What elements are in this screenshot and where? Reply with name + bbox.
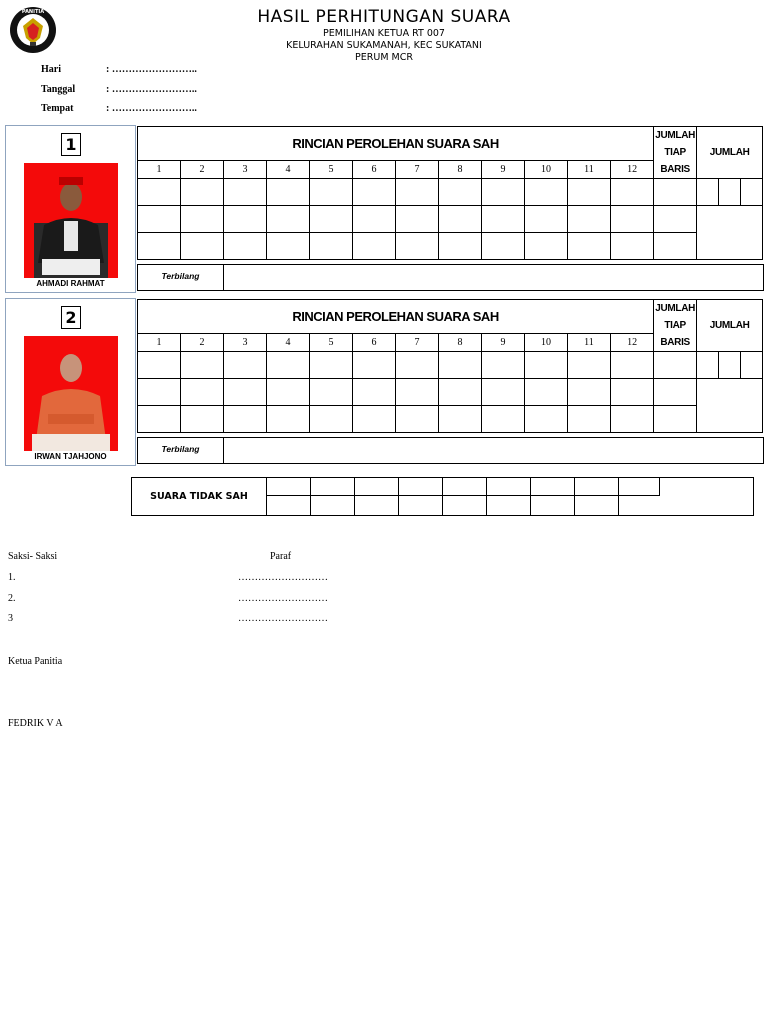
tally-cell[interactable] [224, 233, 267, 260]
tally-row [138, 233, 763, 260]
vote-tally-table-2 [137, 299, 763, 433]
candidate-card-1 [5, 125, 136, 293]
tally-cell[interactable] [181, 379, 224, 406]
tally-cell[interactable] [138, 233, 181, 260]
tally-cell[interactable] [181, 179, 224, 206]
tally-cell[interactable] [310, 206, 353, 233]
col-number: 8 [439, 333, 482, 351]
row-total-cell[interactable] [654, 406, 697, 433]
tally-cell[interactable] [138, 206, 181, 233]
invalid-cell[interactable] [399, 478, 443, 496]
tally-cell[interactable] [568, 233, 611, 260]
grand-total-cell[interactable] [697, 206, 763, 260]
tally-cell[interactable] [568, 179, 611, 206]
tally-cell[interactable] [525, 233, 568, 260]
subtitle-election: PEMILIHAN KETUA RT 007 [323, 28, 445, 39]
meta-value-place: : …………………….. [106, 103, 197, 114]
meta-value-date: : …………………….. [106, 84, 197, 95]
tally-row [138, 406, 763, 433]
col-number: 3 [224, 160, 267, 178]
tally-cell[interactable] [224, 406, 267, 433]
tally-cell[interactable] [525, 352, 568, 379]
tally-cell[interactable] [525, 406, 568, 433]
tally-cell[interactable] [138, 379, 181, 406]
witness-signature-line-3: ……………………… [238, 613, 328, 624]
tally-cell[interactable] [568, 406, 611, 433]
col-number: 1 [138, 160, 181, 178]
tally-cell[interactable] [353, 406, 396, 433]
chair-label: Ketua Panitia [8, 656, 63, 667]
tally-cell[interactable] [310, 179, 353, 206]
tally-cell[interactable] [611, 233, 654, 260]
tally-cell[interactable] [439, 233, 482, 260]
col-number: 11 [568, 333, 611, 351]
tally-cell[interactable] [138, 179, 181, 206]
meta-value-day: : …………………….. [106, 64, 197, 75]
tally-cell[interactable] [267, 179, 310, 206]
tally-heading: RINCIAN PEROLEHAN SUARA SAH [138, 300, 654, 334]
row-total-header: JUMLAH TIAP BARIS [654, 127, 697, 179]
row-total-cell[interactable] [654, 233, 697, 260]
tally-cell[interactable] [267, 406, 310, 433]
tally-cell[interactable] [396, 379, 439, 406]
tally-cell[interactable] [181, 352, 224, 379]
col-number: 4 [267, 160, 310, 178]
total-digit-cell[interactable] [697, 352, 719, 379]
meta-label-day: Hari [41, 64, 61, 75]
tally-cell[interactable] [353, 206, 396, 233]
tally-cell[interactable] [224, 352, 267, 379]
witness-number-3: 3 [8, 613, 13, 624]
tally-row [138, 352, 763, 379]
tally-cell[interactable] [439, 379, 482, 406]
candidate-number-2: 2 [61, 306, 81, 329]
row-total-cell[interactable] [654, 352, 697, 379]
invalid-cell[interactable] [311, 496, 355, 515]
invalid-cell[interactable] [575, 496, 619, 515]
col-number: 3 [224, 333, 267, 351]
row-total-cell[interactable] [654, 179, 697, 206]
tally-cell[interactable] [224, 379, 267, 406]
col-number: 5 [310, 160, 353, 178]
tally-cell[interactable] [525, 179, 568, 206]
paraf-heading: Paraf [270, 551, 292, 562]
col-number: 7 [396, 160, 439, 178]
col-number: 10 [525, 333, 568, 351]
tally-cell[interactable] [310, 406, 353, 433]
tally-cell[interactable] [396, 406, 439, 433]
witness-signature-line-1: ……………………… [238, 572, 328, 583]
invalid-cell[interactable] [531, 478, 575, 496]
tally-cell[interactable] [267, 233, 310, 260]
meta-label-place: Tempat [41, 103, 74, 114]
meta-label-date: Tanggal [41, 84, 76, 95]
tally-cell[interactable] [267, 379, 310, 406]
grand-total-cell[interactable] [697, 379, 763, 433]
tally-cell[interactable] [482, 406, 525, 433]
tally-cell[interactable] [439, 352, 482, 379]
tally-cell[interactable] [611, 206, 654, 233]
tally-cell[interactable] [310, 233, 353, 260]
col-number: 8 [439, 160, 482, 178]
tally-row [138, 179, 763, 206]
col-number: 12 [611, 333, 654, 351]
invalid-cell[interactable] [355, 478, 399, 496]
invalid-cell[interactable] [443, 478, 487, 496]
tally-cell[interactable] [224, 179, 267, 206]
invalid-cell[interactable] [619, 478, 660, 496]
col-number: 11 [568, 160, 611, 178]
col-number: 12 [611, 160, 654, 178]
candidate-photo-2 [24, 336, 118, 451]
tally-cell[interactable] [525, 206, 568, 233]
col-number: 7 [396, 333, 439, 351]
witness-number-2: 2. [8, 593, 16, 604]
tally-cell[interactable] [396, 179, 439, 206]
candidate-card-2 [5, 298, 136, 466]
invalid-cell[interactable] [443, 496, 487, 515]
total-digit-cell[interactable] [719, 179, 741, 206]
invalid-cell[interactable] [575, 478, 619, 496]
tally-cell[interactable] [482, 206, 525, 233]
invalid-cell[interactable] [311, 478, 355, 496]
tally-cell[interactable] [224, 206, 267, 233]
candidate-photo-1 [24, 163, 118, 278]
tally-cell[interactable] [439, 406, 482, 433]
tally-heading: RINCIAN PEROLEHAN SUARA SAH [138, 127, 654, 161]
tally-cell[interactable] [396, 233, 439, 260]
invalid-cell[interactable] [399, 496, 443, 515]
tally-cell[interactable] [611, 179, 654, 206]
col-number: 2 [181, 160, 224, 178]
invalid-votes-box [131, 477, 754, 516]
col-number: 2 [181, 333, 224, 351]
tally-cell[interactable] [353, 379, 396, 406]
tally-cell[interactable] [353, 352, 396, 379]
tally-cell[interactable] [482, 352, 525, 379]
grand-total-header: JUMLAH [697, 127, 763, 179]
tally-cell[interactable] [396, 352, 439, 379]
svg-text:PANITIA: PANITIA [21, 9, 45, 15]
tally-cell[interactable] [439, 206, 482, 233]
terbilang-label: Terbilang [138, 438, 224, 463]
invalid-votes-label: SUARA TIDAK SAH [132, 478, 267, 515]
invalid-cell[interactable] [267, 478, 311, 496]
tally-row [138, 206, 763, 233]
tally-cell[interactable] [267, 352, 310, 379]
witnesses-heading: Saksi- Saksi [8, 551, 58, 562]
tally-cell[interactable] [611, 379, 654, 406]
col-number: 4 [267, 333, 310, 351]
tally-cell[interactable] [310, 379, 353, 406]
col-number: 9 [482, 333, 525, 351]
subtitle-location: KELURAHAN SUKAMANAH, KEC SUKATANI [286, 40, 482, 51]
row-total-header: JUMLAH TIAP BARIS [654, 300, 697, 352]
tally-cell[interactable] [138, 406, 181, 433]
terbilang-label: Terbilang [138, 265, 224, 290]
terbilang-box-2[interactable] [137, 437, 764, 464]
invalid-cell[interactable] [355, 496, 399, 515]
col-number: 5 [310, 333, 353, 351]
subtitle-housing: PERUM MCR [355, 52, 413, 63]
tally-cell[interactable] [568, 206, 611, 233]
tally-cell[interactable] [267, 206, 310, 233]
total-digit-cell[interactable] [741, 179, 763, 206]
tally-cell[interactable] [138, 352, 181, 379]
tally-cell[interactable] [482, 233, 525, 260]
invalid-cell[interactable] [487, 496, 531, 515]
tally-cell[interactable] [611, 352, 654, 379]
tally-cell[interactable] [482, 179, 525, 206]
tally-cell[interactable] [568, 379, 611, 406]
col-number: 9 [482, 160, 525, 178]
candidate-number-1: 1 [61, 133, 81, 156]
tally-cell[interactable] [353, 233, 396, 260]
col-number: 6 [353, 333, 396, 351]
invalid-cell[interactable] [531, 496, 575, 515]
total-digit-cell[interactable] [719, 352, 741, 379]
tally-cell[interactable] [396, 206, 439, 233]
col-number: 6 [353, 160, 396, 178]
chair-name: FEDRIK V A [8, 718, 63, 729]
grand-total-header: JUMLAH [697, 300, 763, 352]
tally-cell[interactable] [611, 406, 654, 433]
tally-cell[interactable] [353, 179, 396, 206]
invalid-cell[interactable] [487, 478, 531, 496]
vote-tally-table-1 [137, 126, 763, 260]
candidate-name-2: IRWAN TJAHJONO [34, 452, 107, 461]
tally-cell[interactable] [439, 179, 482, 206]
tally-cell[interactable] [525, 379, 568, 406]
tally-cell[interactable] [181, 233, 224, 260]
tally-row [138, 379, 763, 406]
page-title: HASIL PERHITUNGAN SUARA [257, 7, 511, 27]
tally-cell[interactable] [482, 379, 525, 406]
total-digit-cell[interactable] [741, 352, 763, 379]
tally-cell[interactable] [181, 206, 224, 233]
tally-cell[interactable] [310, 352, 353, 379]
terbilang-box-1[interactable] [137, 264, 764, 291]
col-number: 1 [138, 333, 181, 351]
tally-cell[interactable] [568, 352, 611, 379]
row-total-cell[interactable] [654, 206, 697, 233]
witness-signature-line-2: ……………………… [238, 593, 328, 604]
total-digit-cell[interactable] [697, 179, 719, 206]
invalid-cell[interactable] [267, 496, 311, 515]
witness-number-1: 1. [8, 572, 16, 583]
col-number: 10 [525, 160, 568, 178]
candidate-name-1: AHMADI RAHMAT [36, 279, 105, 288]
tally-cell[interactable] [181, 406, 224, 433]
row-total-cell[interactable] [654, 379, 697, 406]
